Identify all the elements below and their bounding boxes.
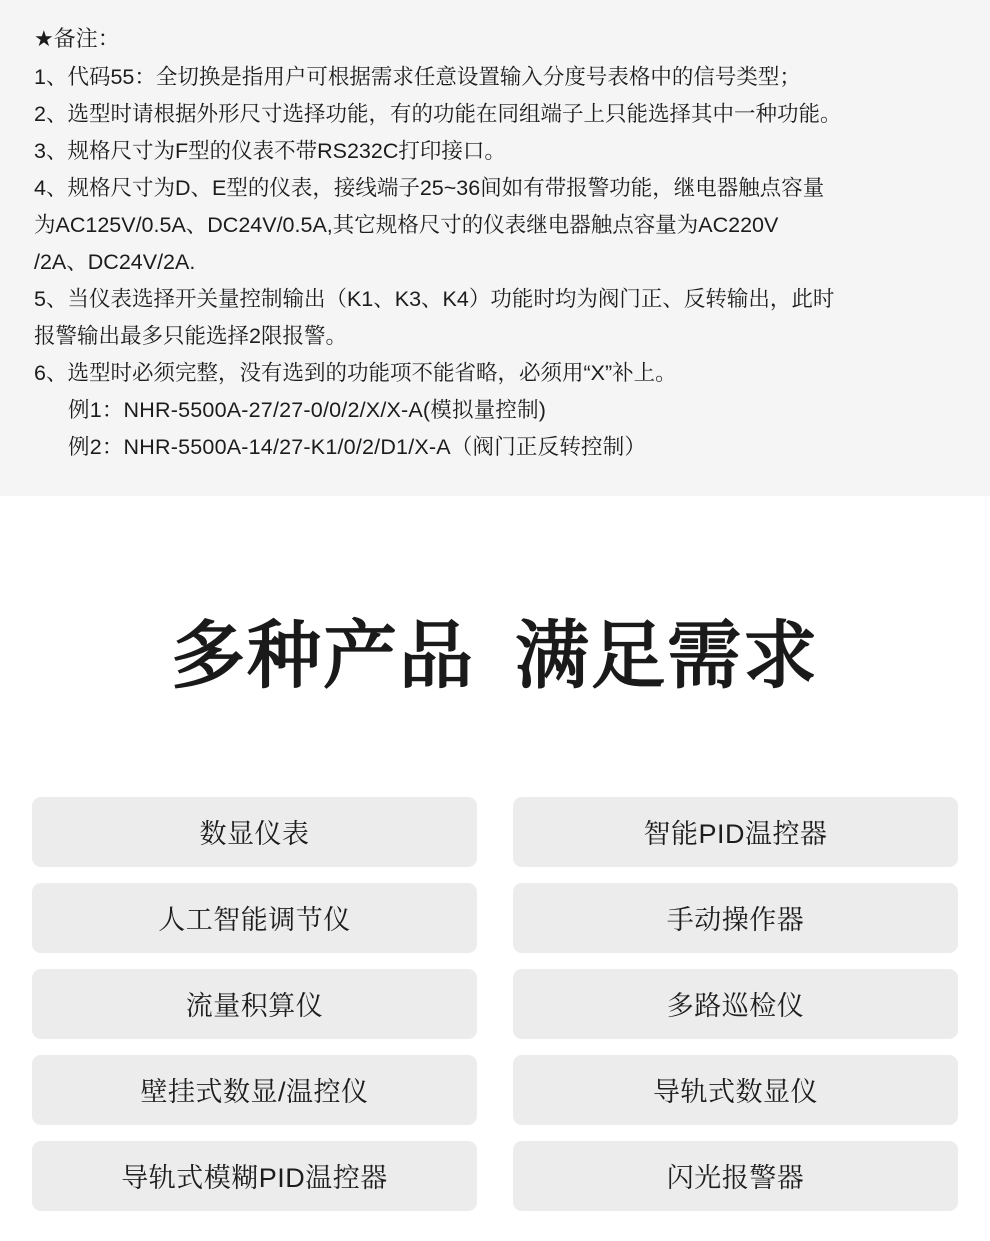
category-card[interactable]: 人工智能调节仪: [32, 883, 477, 953]
product-category-grid: [0, 797, 990, 1211]
section-headline: [0, 496, 990, 797]
remark-example-2: 例2：NHR-5500A-14/27-K1/0/2/D1/X-A（阀门正反转控制）: [68, 434, 647, 459]
category-card[interactable]: 壁挂式数显/温控仪: [32, 1055, 477, 1125]
remark-line-4-cont-1: 为AC125V/0.5A、DC24V/0.5A,其它规格尺寸的仪表继电器触点容量为AC220V: [34, 212, 779, 237]
category-card[interactable]: 导轨式模糊PID温控器: [32, 1141, 477, 1211]
headline-part-2: 满足需求: [515, 614, 819, 698]
remark-line-2: 2、选型时请根据外形尺寸选择功能，有的功能在同组端子上只能选择其中一种功能。: [34, 101, 842, 126]
remark-line-4: 4、规格尺寸为D、E型的仪表，接线端子25~36间如有带报警功能，继电器触点容量: [34, 175, 825, 200]
remark-line-5: 5、当仪表选择开关量控制输出（K1、K3、K4）功能时均为阀门正、反转输出，此时: [34, 286, 835, 311]
remark-line-1: 1、代码55：全切换是指用户可根据需求任意设置输入分度号表格中的信号类型；: [34, 65, 801, 89]
headline-part-1: 多种产品: [171, 614, 475, 698]
remark-line-4-cont-2: /2A、DC24V/2A.: [34, 249, 196, 274]
remark-line-5-cont: 报警输出最多只能选择2限报警。: [34, 323, 347, 348]
remarks-title: ★备注：: [34, 26, 120, 51]
headline: [171, 614, 819, 698]
category-card[interactable]: 手动操作器: [513, 883, 958, 953]
remark-example-1: 例1：NHR-5500A-27/27-0/0/2/X/X-A(模拟量控制): [68, 397, 547, 422]
remarks-section: [0, 0, 990, 496]
category-card[interactable]: 导轨式数显仪: [513, 1055, 958, 1125]
category-card[interactable]: 流量积算仪: [32, 969, 477, 1039]
remark-line-6: 6、选型时必须完整，没有选到的功能项不能省略，必须用“X”补上。: [34, 360, 677, 385]
category-card[interactable]: 闪光报警器: [513, 1141, 958, 1211]
category-card[interactable]: 数显仪表: [32, 797, 477, 867]
remark-line-3: 3、规格尺寸为F型的仪表不带RS232C打印接口。: [34, 138, 506, 163]
category-card[interactable]: 多路巡检仪: [513, 969, 958, 1039]
category-card[interactable]: 智能PID温控器: [513, 797, 958, 867]
